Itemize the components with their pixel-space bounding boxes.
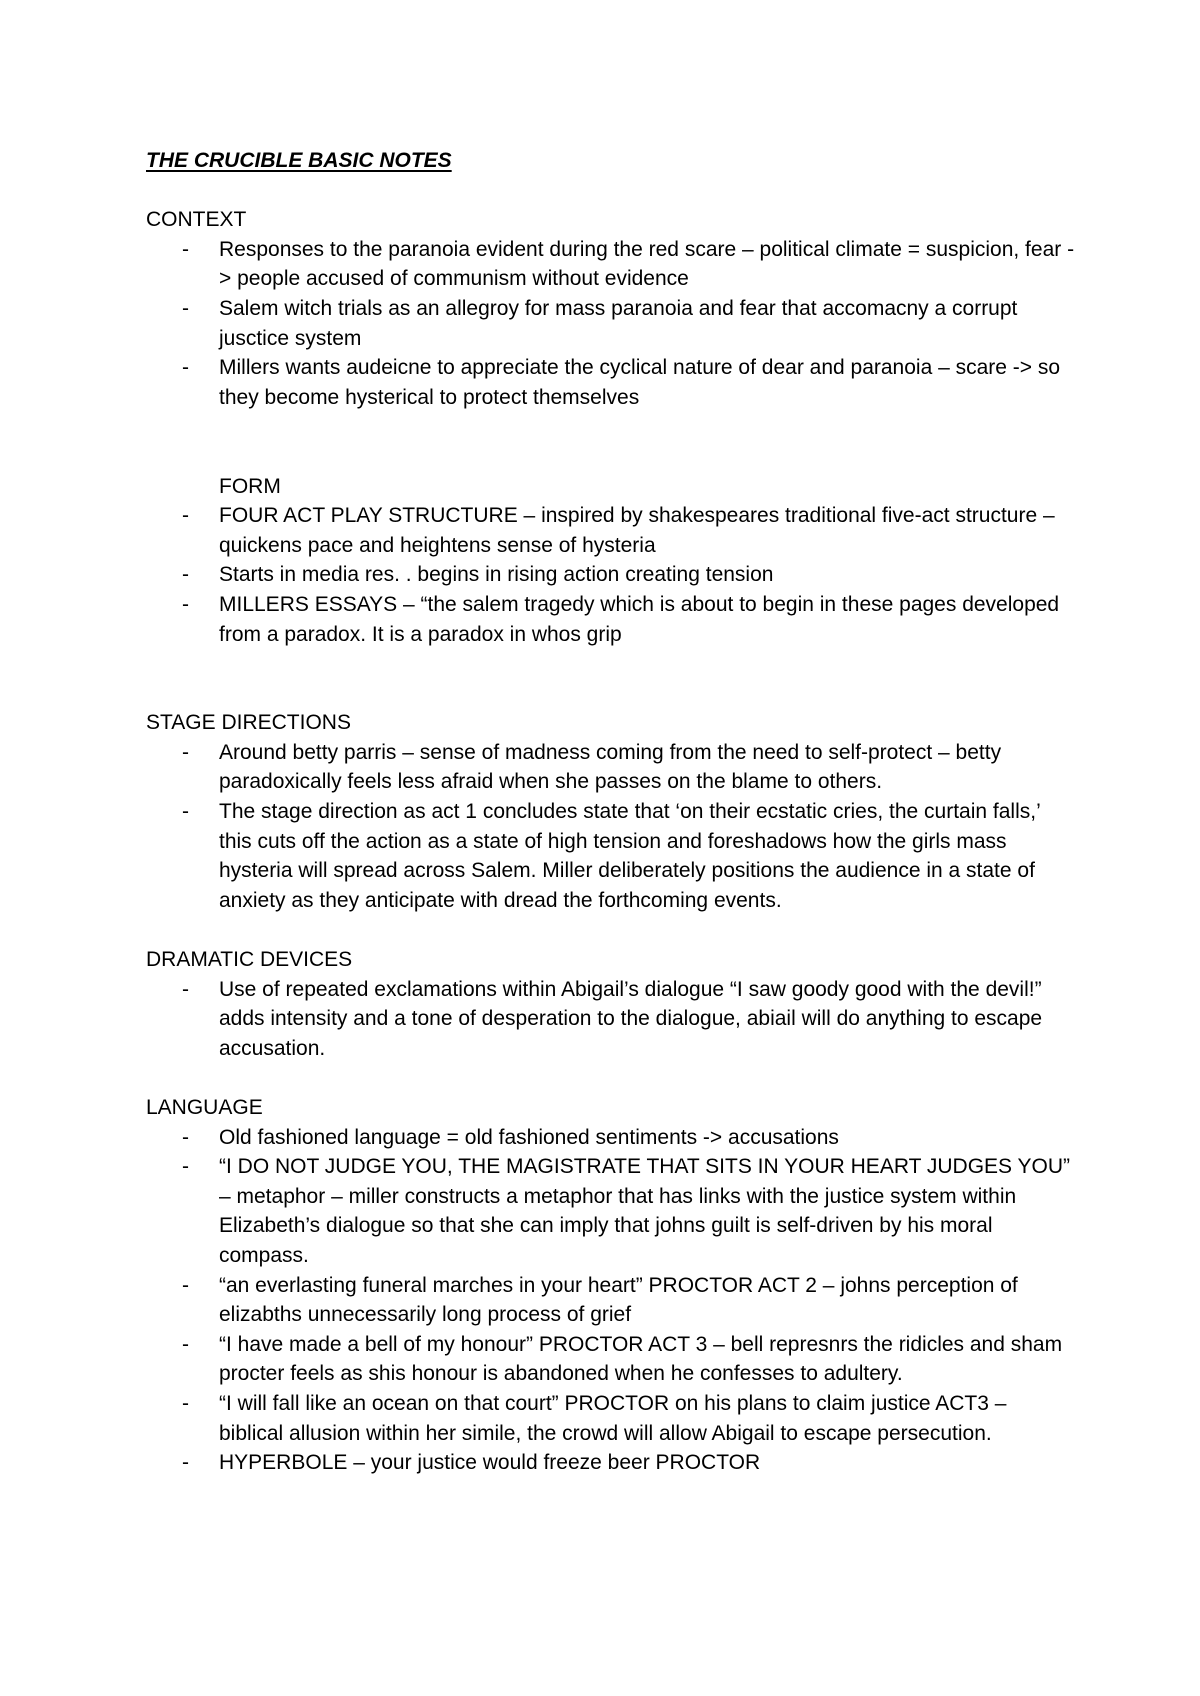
list-item <box>146 738 1076 797</box>
list-item <box>146 1152 1076 1270</box>
heading-stage-directions: STAGE DIRECTIONS <box>146 711 351 735</box>
spacer <box>146 649 1076 708</box>
heading-dramatic-devices: DRAMATIC DEVICES <box>146 948 353 972</box>
spacer <box>146 915 1076 945</box>
spacer <box>146 176 1076 206</box>
bullet-dash: - <box>182 1273 189 1297</box>
list-item <box>146 975 1076 1064</box>
bullet-dash: - <box>182 800 189 824</box>
language-list <box>146 1123 1076 1478</box>
list-item-text: Around betty parris – sense of madness coming from the need to self-protect – betty paradoxically feels less afraid when she passes on the blame to others. <box>219 740 1002 794</box>
bullet-dash: - <box>182 740 189 764</box>
heading-form: FORM <box>219 474 281 498</box>
list-item <box>146 590 1076 649</box>
form-list <box>146 501 1076 649</box>
list-item-text: MILLERS ESSAYS – “the salem tragedy which is about to begin in these pages developed from a paradox. It is a paradox in whos grip <box>219 592 1060 646</box>
list-item <box>146 1123 1076 1153</box>
list-item <box>146 1389 1076 1448</box>
list-item-text: The stage direction as act 1 concludes state that ‘on their ecstatic cries, the curtain falls,’ this cuts off the action as a state of high tension and foreshadows how the girls mass hysteria will spread across Salem. Miller deliberately positions the audience in a state of anxiety as they anticipate with dread the forthcoming events. <box>219 800 1040 912</box>
bullet-dash: - <box>182 1451 189 1475</box>
bullet-dash: - <box>182 356 189 380</box>
bullet-dash: - <box>182 977 189 1001</box>
list-item <box>146 501 1076 560</box>
list-item-text: Starts in media res. . begins in rising action creating tension <box>219 563 774 587</box>
list-item-text: “an everlasting funeral marches in your heart” PROCTOR ACT 2 – johns perception of elizabths unnecessarily long process of grief <box>219 1273 1018 1327</box>
document-title: THE CRUCIBLE BASIC NOTES <box>146 149 452 172</box>
document-body <box>146 146 1076 1478</box>
list-item-text: Millers wants audeicne to appreciate the cyclical nature of dear and paranoia – scare -> so they become hysterical to protect themselves <box>219 356 1061 409</box>
list-item <box>146 1271 1076 1330</box>
bullet-dash: - <box>182 1155 189 1179</box>
context-list <box>146 235 1076 413</box>
bullet-dash: - <box>182 237 189 261</box>
stage-directions-list <box>146 738 1076 916</box>
list-item-text: HYPERBOLE – your justice would freeze beer PROCTOR <box>219 1451 761 1475</box>
bullet-dash: - <box>182 504 189 528</box>
bullet-dash: - <box>182 1391 189 1415</box>
bullet-dash: - <box>182 1332 189 1356</box>
spacer <box>146 1063 1076 1093</box>
bullet-dash: - <box>182 296 189 320</box>
list-item-text: “I have made a bell of my honour” PROCTOR ACT 3 – bell represnrs the ridicles and sham procter feels as shis honour is abandoned when he confesses to adultery. <box>219 1332 1063 1386</box>
list-item-text: FOUR ACT PLAY STRUCTURE – inspired by shakespeares traditional five-act structure – quickens pace and heightens sense of hysteria <box>219 504 1055 557</box>
bullet-dash: - <box>182 1125 189 1149</box>
list-item <box>146 1330 1076 1389</box>
list-item-text: Old fashioned language = old fashioned sentiments -> accusations <box>219 1125 839 1149</box>
list-item <box>146 353 1076 412</box>
heading-context: CONTEXT <box>146 208 247 232</box>
heading-language: LANGUAGE <box>146 1096 263 1119</box>
bullet-dash: - <box>182 592 189 616</box>
list-item <box>146 797 1076 915</box>
list-item-text: Salem witch trials as an allegroy for mass paranoia and fear that accomacny a corrupt jusctice system <box>219 296 1018 350</box>
list-item-text: Use of repeated exclamations within Abigail’s dialogue “I saw goody good with the devil!” adds intensity and a tone of desperation to the dialogue, abiail will do anything to escape accusation. <box>219 977 1043 1060</box>
spacer <box>146 412 1076 471</box>
list-item <box>146 235 1076 294</box>
bullet-dash: - <box>182 563 189 587</box>
dramatic-devices-list <box>146 975 1076 1064</box>
list-item <box>146 1448 1076 1478</box>
list-item <box>146 294 1076 353</box>
list-item-text: “I DO NOT JUDGE YOU, THE MAGISTRATE THAT SITS IN YOUR HEART JUDGES YOU” – metaphor – miller constructs a metaphor that has links with the justice system within Elizabeth’s dialogue so that she can imply that johns guilt is self-driven by his moral compass. <box>219 1155 1071 1267</box>
list-item <box>146 560 1076 590</box>
list-item-text: “I will fall like an ocean on that court” PROCTOR on his plans to claim justice ACT3 – biblical allusion within her simile, the crowd will allow Abigail to escape persecution. <box>219 1391 1007 1445</box>
list-item-text: Responses to the paranoia evident during the red scare – political climate = suspicion, fear -> people accused of communism without evidence <box>219 237 1075 291</box>
